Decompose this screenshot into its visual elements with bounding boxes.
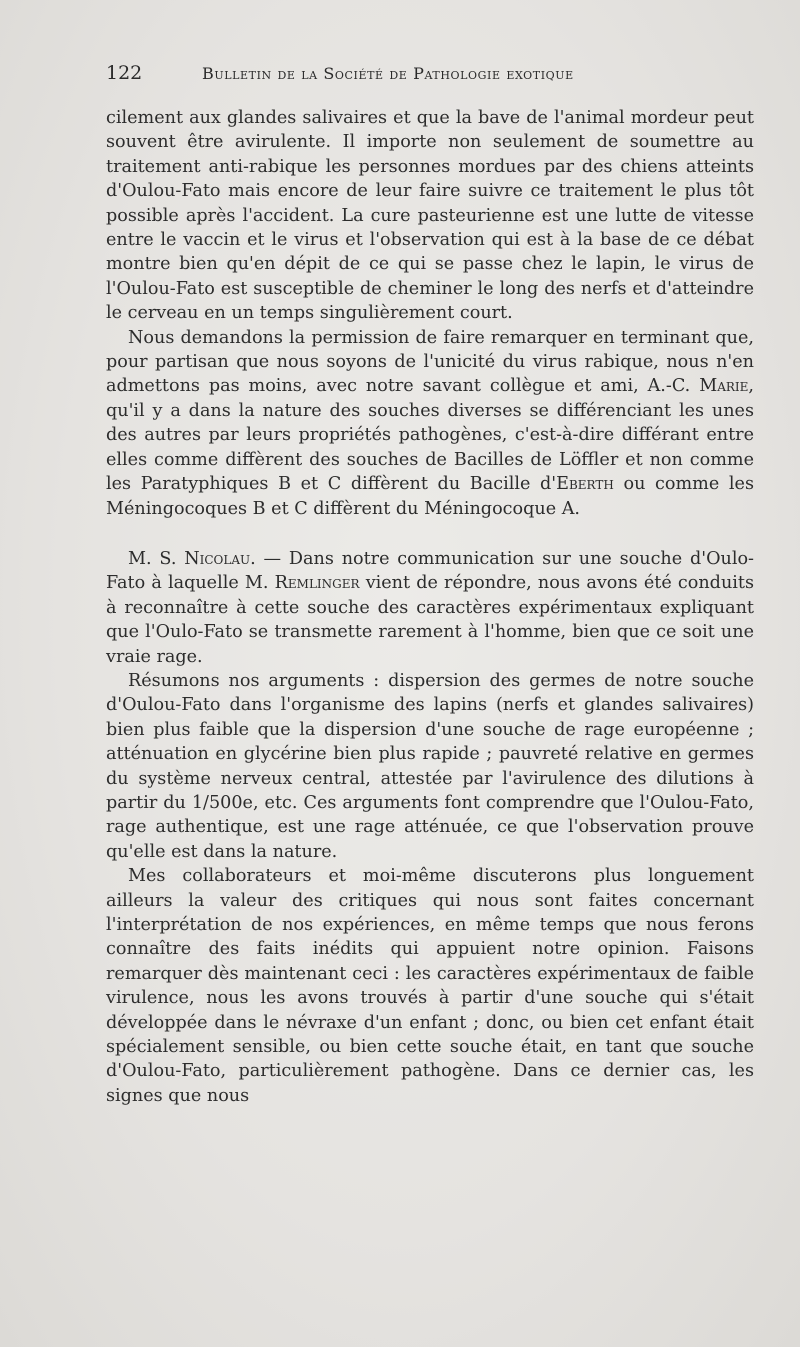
text-run: , qu'il y a dans la nature des souches diverses se différenciant les unes des autres par leurs propriétés pathogènes, c'est-à-dire différant entre elles comme diffèrent des souches de Bacilles de Löffler et non comme les Paratyphiques B et C diffèrent du Bacille d' <box>106 376 754 495</box>
text-run: Nous demandons la permission de faire remarquer en terminant que, pour partisan que nous soyons de l'unicité du virus rabique, nous n'en admettons pas moins, avec notre savant collègue et ami, A.-C. <box>106 327 754 397</box>
author-name-remlinger: Remlinger <box>274 573 360 594</box>
page-header <box>106 62 754 88</box>
body-text <box>106 106 754 1108</box>
running-head: Bulletin de la Société de Pathologie exotique <box>202 64 574 83</box>
speaker-name-nicolau: Nicolau <box>184 548 251 569</box>
text-run: . — Dans notre communication sur une souche d'Oulo-Fato à laquelle M. <box>106 548 754 594</box>
paragraph-collaborators: Mes collaborateurs et moi-même discuterons plus longuement ailleurs la valeur des critiques qui nous sont faites concernant l'interprétation de nos expériences, en même temps que nous ferons connaître des faits inédits qui appuient notre opinion. Faisons remarquer dès maintenant ceci : les caractères expérimentaux de faible virulence, nous les avons trouvés à partir d'une souche qui s'était développée dans le névraxe d'un enfant ; donc, ou bien cet enfant était spécialement sensible, ou bien cette souche était, en tant que souche d'Oulou-Fato, particulièrement pathogène. Dans ce dernier cas, les signes que nous <box>106 866 754 1106</box>
speaker-prefix: M. S. <box>128 548 185 569</box>
text-run: vient de répondre, nous avons été conduits à reconnaître à cette souche des caractères expérimentaux expliquant que l'Oulo-Fato se transmette rarement à l'homme, bien que ce soit une vraie rage. <box>106 573 754 667</box>
page-number: 122 <box>106 62 143 84</box>
author-name-eberth: Eberth <box>556 474 614 495</box>
text-run: ou comme les Méningocoques B et C diffèrent du Méningocoque A. <box>106 474 754 519</box>
paragraph-conclusion <box>106 326 754 521</box>
paragraph-communication <box>106 547 754 669</box>
paragraph-continuation: cilement aux glandes salivaires et que la bave de l'animal mordeur peut souvent être avirulente. Il importe non seulement de soumettre au traitement anti-rabique les personnes mordues par des chiens atteints d'Oulou-Fato mais encore de leur faire suivre ce traitement le plus tôt possible après l'accident. La cure pasteurienne est une lutte de vitesse entre le vaccin et le virus et l'observation qui est à la base de ce débat montre bien qu'en dépit de ce qui se passe chez le lapin, le virus de l'Oulou-Fato est susceptible de cheminer le long des nerfs et d'atteindre le cerveau en un temps singulièrement court. <box>106 108 754 324</box>
paragraph-arguments: Résumons nos arguments : dispersion des germes de notre souche d'Oulou-Fato dans l'organisme des lapins (nerfs et glandes salivaires) bien plus faible que la dispersion d'une souche de rage européenne ; atténuation en glycérine bien plus rapide ; pauvreté relative en germes du système nerveux central, attestée par l'avirulence des dilutions à partir du 1/500e, etc. Ces arguments font comprendre que l'Oulou-Fato, rage authentique, est une rage atténuée, ce que l'observation prouve qu'elle est dans la nature. <box>106 670 754 862</box>
author-name-marie: Marie <box>699 376 749 397</box>
